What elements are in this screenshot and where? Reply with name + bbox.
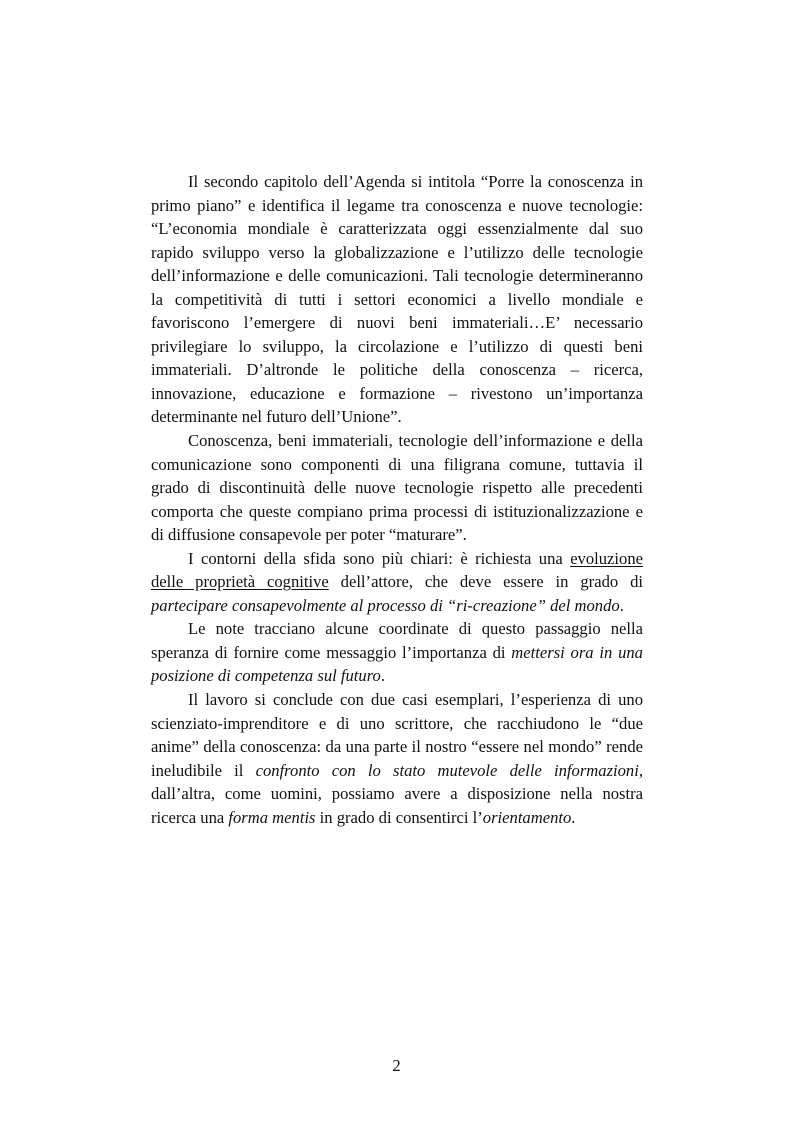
paragraph-4 <box>151 617 643 688</box>
paragraph-text: , dall’altra, come uomini, possiamo avere a disposizione nella nostra ricerca una <box>151 760 643 827</box>
paragraph-text: . <box>619 595 624 615</box>
paragraph-text: Il secondo capitolo dell’Agenda si intitola “Porre la conoscenza in primo piano” e identifica il legame tra conoscenza e nuove tecnologie: “L’economia mondiale è caratterizzata oggi essenzialmente dal suo rapido sviluppo verso la globalizzazione e l’utilizzo delle tecnologie dell’informazione e delle comunicazioni. Tali tecnologie determineranno la competitività di tutti i settori economici a livello mondiale e favoriscono l’emergere di nuovi beni immateriali…E’ necessario privilegiare lo sviluppo, la circolazione e l’utilizzo di questi beni immateriali. D’altronde le politiche della conoscenza – ricerca, innovazione, educazione e formazione – rivestono un’importanza determinante nel futuro dell’Unione”. <box>151 172 643 427</box>
paragraph-text: dell’attore, che deve essere in grado di <box>328 572 643 592</box>
italic-phrase: confronto con lo stato mutevole delle informazioni <box>255 760 639 780</box>
paragraph-2 <box>151 429 643 547</box>
paragraph-text: . <box>571 807 576 827</box>
paragraph-text: Conoscenza, beni immateriali, tecnologie dell’informazione e della comunicazione sono componenti di una filigrana comune, tuttavia il grado di discontinuità delle nuove tecnologie rispetto alle precedenti comporta che queste compiano prima processi di istituzionalizzazione e di diffusione consapevole per poter “maturare”. <box>151 431 643 545</box>
underlined-phrase: evoluzione delle proprietà cognitive <box>151 548 643 592</box>
paragraph-text: in grado di consentirci l’ <box>315 807 483 827</box>
paragraph-1 <box>151 170 643 429</box>
body-text <box>151 170 643 829</box>
paragraph-5 <box>151 688 643 829</box>
italic-phrase: orientamento <box>482 807 572 827</box>
italic-phrase: partecipare consapevolmente al processo di “ri-creazione” del mondo <box>151 595 620 615</box>
paragraph-text: Il lavoro si conclude con due casi esemplari, l’esperienza di uno scienziato-imprenditore e di uno scrittore, che racchiudono le “due anime” della conoscenza: da una parte il nostro “essere nel mondo” rende ineludibile il <box>151 690 643 780</box>
italic-phrase: mettersi ora in una posizione di competenza sul futuro <box>151 642 643 686</box>
paragraph-text: Le note tracciano alcune coordinate di questo passaggio nella speranza di fornire come messaggio l’importanza di <box>151 619 643 662</box>
paragraph-3 <box>151 547 643 618</box>
paragraph-text: I contorni della sfida sono più chiari: è richiesta una <box>188 548 571 568</box>
paragraph-text: . <box>380 666 385 686</box>
page-number: 2 <box>392 1056 401 1075</box>
italic-phrase: forma mentis <box>228 807 316 827</box>
